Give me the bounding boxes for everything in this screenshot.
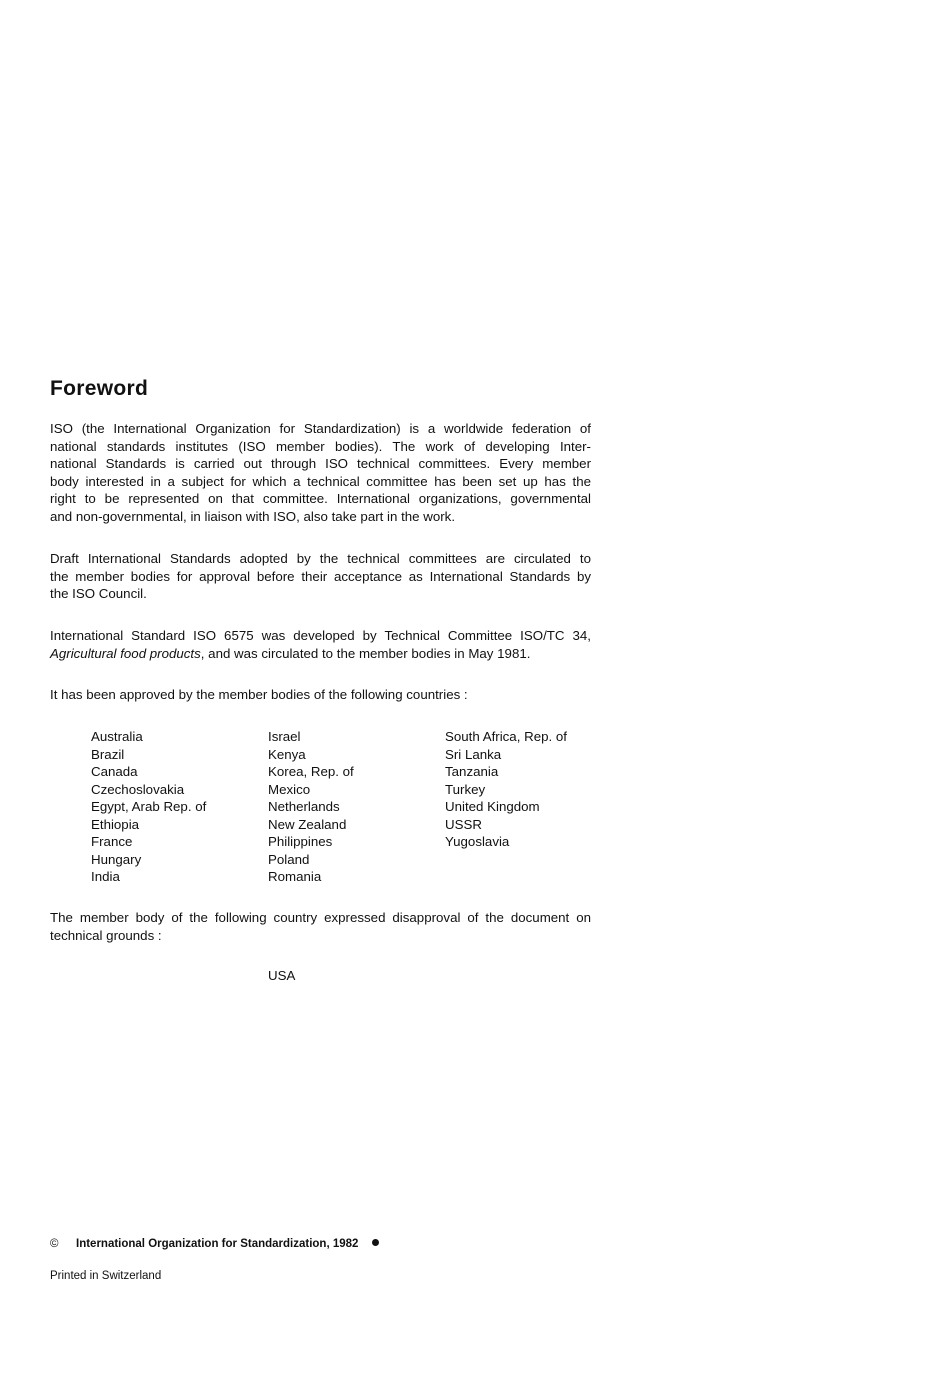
- text-line: the member bodies for approval before their acceptance as International Standards by: [50, 568, 591, 584]
- country-item: Netherlands: [268, 799, 340, 814]
- text-line: the ISO Council.: [50, 586, 147, 601]
- text-line: right to be represented on that committee. International organizations, governmental: [50, 491, 591, 506]
- text-line: ISO (the International Organization for Standardization) is a worldwide federation of: [50, 421, 591, 436]
- text-line: [50, 645, 591, 663]
- country-item: Romania: [268, 869, 322, 884]
- page-title: Foreword: [50, 377, 149, 400]
- country-item: India: [91, 869, 120, 884]
- foreword-paragraph-drafts: [50, 550, 591, 603]
- text-line: It has been approved by the member bodies of the following countries :: [50, 687, 468, 702]
- text-line: International Standard ISO 6575 was developed by Technical Committee ISO/TC 34,: [50, 628, 591, 643]
- country-item: United Kingdom: [445, 799, 540, 814]
- copyright-notice: [50, 1238, 379, 1250]
- foreword-paragraph-development: [50, 627, 591, 662]
- disapproving-country: USA: [268, 968, 296, 983]
- text-line: and non-governmental, in liaison with ISO, also take part in the work.: [50, 508, 456, 524]
- countries-column-1: [91, 728, 206, 886]
- text-line: national standards institutes (ISO member bodies). The work of developing Inter-: [50, 438, 591, 454]
- country-item: Poland: [268, 851, 310, 867]
- country-item: Czechoslovakia: [91, 781, 185, 797]
- countries-column-3: [445, 728, 567, 851]
- country-item: Mexico: [268, 781, 311, 797]
- foreword-paragraph-iso: [50, 420, 591, 525]
- country-item: Tanzania: [445, 764, 499, 779]
- country-item: Canada: [91, 764, 138, 779]
- country-item: Hungary: [91, 851, 142, 867]
- country-item: Kenya: [268, 746, 306, 762]
- disapproval-paragraph: [50, 909, 591, 944]
- text-line: technical grounds :: [50, 927, 162, 943]
- country-item: Philippines: [268, 834, 333, 849]
- country-item: USSR: [445, 816, 482, 832]
- country-item: Ethiopia: [91, 816, 140, 832]
- text-line: body interested in a subject for which a technical committee has been set up has the: [50, 473, 591, 489]
- country-item: Turkey: [445, 781, 486, 797]
- text-fragment: , and was circulated to the member bodies in May 1981.: [200, 645, 531, 661]
- bullet-dot-icon: [372, 1239, 379, 1246]
- text-line: Draft International Standards adopted by the technical committees are circulated to: [50, 551, 591, 566]
- printed-location: Printed in Switzerland: [50, 1270, 162, 1282]
- countries-column-2: [268, 728, 354, 886]
- country-item: Israel: [268, 729, 301, 744]
- country-item: Sri Lanka: [445, 746, 502, 762]
- country-item: South Africa, Rep. of: [445, 729, 567, 744]
- country-item: Korea, Rep. of: [268, 764, 354, 779]
- country-item: Yugoslavia: [445, 834, 510, 849]
- text-line: The member body of the following country expressed disapproval of the document on: [50, 910, 591, 925]
- copyright-text: International Organization for Standardization, 1982: [76, 1238, 359, 1250]
- committee-name: Agricultural food products: [50, 645, 201, 661]
- text-line: national Standards is carried out through ISO technical committees. Every member: [50, 456, 591, 471]
- copyright-icon: ©: [50, 1238, 59, 1250]
- country-item: France: [91, 834, 133, 849]
- country-item: New Zealand: [268, 816, 347, 832]
- approval-intro: [50, 686, 591, 704]
- country-item: Australia: [91, 729, 143, 744]
- country-item: Brazil: [91, 746, 125, 762]
- country-item: Egypt, Arab Rep. of: [91, 799, 207, 814]
